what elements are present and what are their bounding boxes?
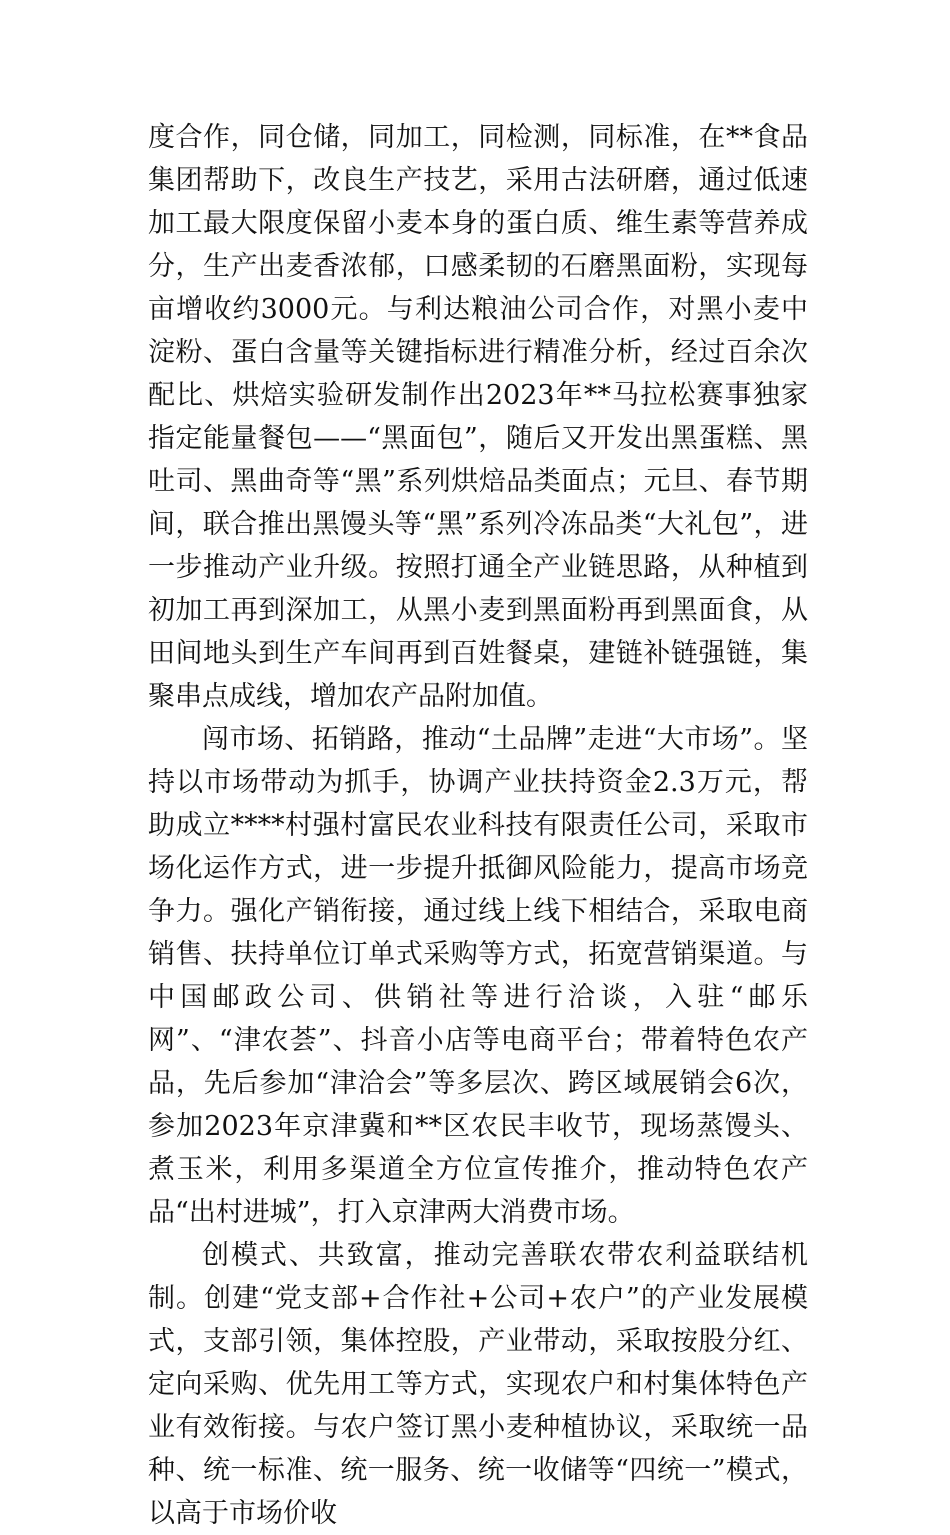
- paragraph-3: 创模式、共致富，推动完善联农带农利益联结机制。创建“党支部+合作社+公司+农户”的产业发展模式，支部引领，集体控股，产业带动，采取按股分红、定向采购、优先用工等方式，实现农户和村集体特色产业有效衔接。与农户签订黑小麦种植协议，采取统一品种、统一标准、统一服务、统一收储等“四统一”模式，以高于市场价收: [148, 1240, 808, 1529]
- paragraph-2: 闯市场、拓销路，推动“土品牌”走进“大市场”。坚持以市场带动为抓手，协调产业扶持资金2.3万元，帮助成立****村强村富民农业科技有限责任公司，采取市场化运作方式，进一步提升抵御风险能力，提高市场竞争力。强化产销衔接，通过线上线下相结合，采取电商销售、扶持单位订单式采购等方式，拓宽营销渠道。与中国邮政公司、供销社等进行洽谈，入驻“邮乐网”、“津农荟”、抖音小店等电商平台；带着特色农产品，先后参加“津洽会”等多层次、跨区域展销会6次，参加2023年京津冀和**区农民丰收节，现场蒸馒头、煮玉米，利用多渠道全方位宣传推介，推动特色农产品“出村进城”，打入京津两大消费市场。: [148, 724, 808, 1228]
- paragraph-1: 度合作，同仓储，同加工，同检测，同标准，在**食品集团帮助下，改良生产技艺，采用古法研磨，通过低速加工最大限度保留小麦本身的蛋白质、维生素等营养成分，生产出麦香浓郁，口感柔韧的石磨黑面粉，实现每亩增收约3000元。与利达粮油公司合作，对黑小麦中淀粉、蛋白含量等关键指标进行精准分析，经过百余次配比、烘焙实验研发制作出2023年**马拉松赛事独家指定能量餐包——“黑面包”，随后又开发出黑蛋糕、黑吐司、黑曲奇等“黑”系列烘焙品类面点；元旦、春节期间，联合推出黑馒头等“黑”系列冷冻品类“大礼包”，进一步推动产业升级。按照打通全产业链思路，从种植到初加工再到深加工，从黑小麦到黑面粉再到黑面食，从田间地头到生产车间再到百姓餐桌，建链补链强链，集聚串点成线，增加农产品附加值。: [148, 122, 808, 712]
- document-body: [148, 116, 808, 1535]
